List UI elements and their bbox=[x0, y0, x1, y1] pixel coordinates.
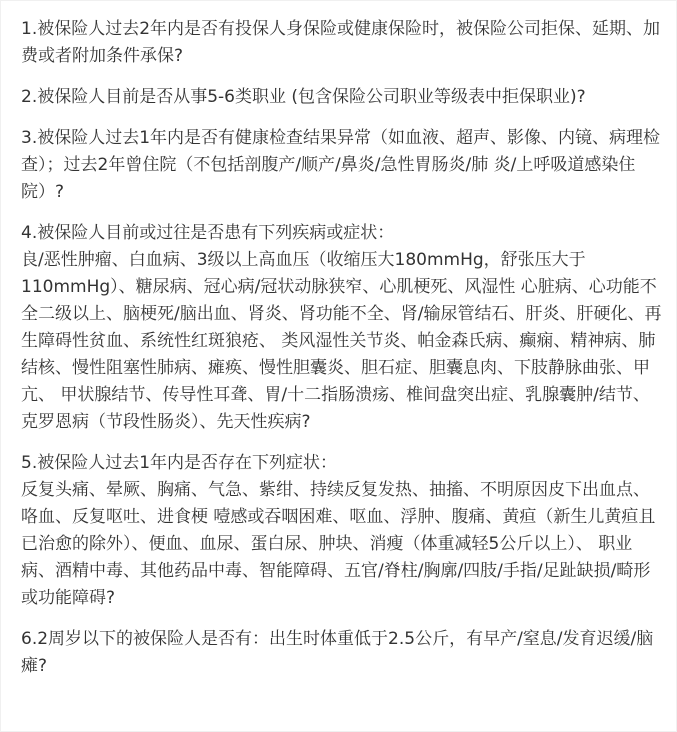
question-2 bbox=[21, 84, 666, 111]
question-5 bbox=[21, 450, 666, 612]
question-4 bbox=[21, 220, 666, 436]
question-6 bbox=[21, 626, 666, 680]
question-text: 2.被保险人目前是否从事5-6类职业 (包含保险公司职业等级表中拒保职业)? bbox=[21, 87, 586, 107]
question-text: 1.被保险人过去2年内是否有投保人身保险或健康保险时，被保险公司拒保、延期、加费或者附加条件承保? bbox=[21, 19, 661, 66]
question-1 bbox=[21, 16, 666, 70]
symptom-list: 反复头痛、晕厥、胸痛、气急、紫绀、持续反复发热、抽搐、不明原因皮下出血点、咯血、反复呕吐、进食梗 噎感或吞咽困难、呕血、浮肿、腹痛、黄疸（新生儿黄疸且已治愈的除外）、便血、血尿、蛋白尿、肿块、消瘦（体重减轻5公斤以上）、 职业病、酒精中毒、其他药品中毒、智能障碍、五官/脊柱/胸廓/四肢/手指/足趾缺损/畸形或功能障碍? bbox=[21, 480, 656, 608]
question-3 bbox=[21, 125, 666, 206]
question-text: 3.被保险人过去1年内是否有健康检查结果异常（如血液、超声、影像、内镜、病理检查）；过去2年曾住院（不包括剖腹产/顺产/鼻炎/急性胃肠炎/肺 炎/上呼吸道感染住院）? bbox=[21, 128, 661, 202]
question-heading: 4.被保险人目前或过往是否患有下列疾病或症状： bbox=[21, 223, 395, 243]
disease-list: 良/恶性肿瘤、白血病、3级以上高血压（收缩压大180mmHg，舒张压大于110mmHg）、糖尿病、冠心病/冠状动脉狭窄、心肌梗死、风湿性 心脏病、心功能不全二级以上、脑梗死/脑出血、肾炎、肾功能不全、肾/输尿管结石、肝炎、肝硬化、再生障碍性贫血、系统性红斑狼疮、 类风湿性关节炎、帕金森氏病、癫痫、精神病、肺结核、慢性阻塞性肺病、瘫痪、慢性胆囊炎、胆石症、胆囊息肉、下肢静脉曲张、甲亢、 甲状腺结节、传导性耳聋、胃/十二指肠溃疡、椎间盘突出症、乳腺囊肿/结节、克罗恩病（节段性肠炎）、先天性疾病? bbox=[21, 250, 662, 432]
question-heading: 5.被保险人过去1年内是否存在下列症状： bbox=[21, 453, 338, 473]
question-text: 6.2周岁以下的被保险人是否有：出生时体重低于2.5公斤，有早产/窒息/发育迟缓/脑瘫? bbox=[21, 629, 654, 676]
